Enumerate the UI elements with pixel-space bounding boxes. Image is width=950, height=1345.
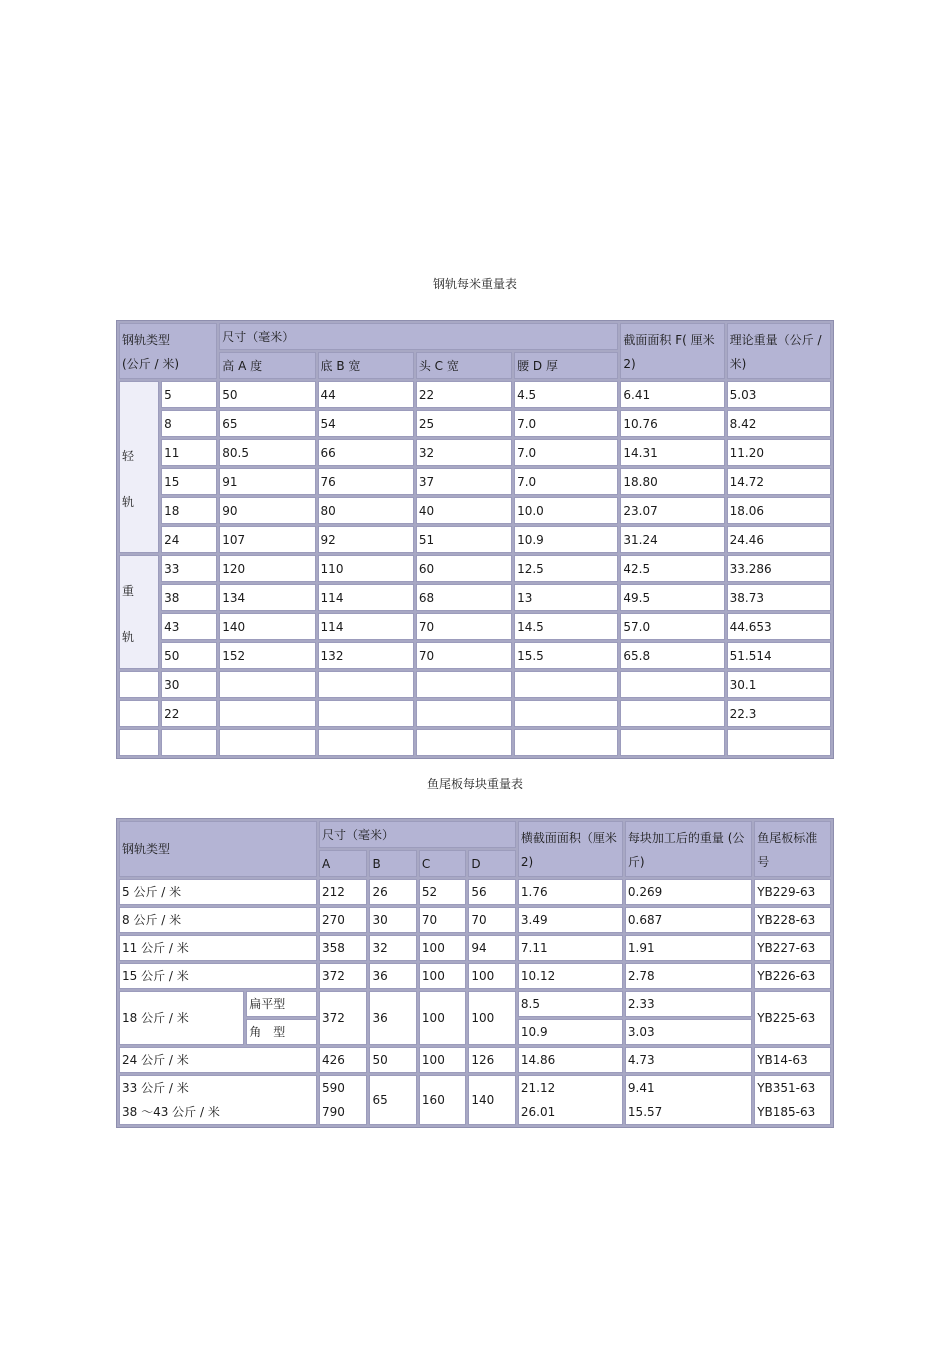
cell	[514, 729, 618, 756]
cell: 10.0	[514, 497, 618, 524]
cell: 扁平型	[246, 991, 317, 1017]
cell: YB229-63	[754, 879, 831, 905]
cell: 270	[319, 907, 367, 933]
cell: 100	[419, 935, 466, 961]
table-row	[119, 1075, 831, 1125]
cell: 15	[161, 468, 217, 495]
cell: 91	[219, 468, 315, 495]
cell: 7.0	[514, 468, 618, 495]
cell: 33	[161, 555, 217, 582]
cell: 33 公斤 / 米 38 ～43 公斤 / 米	[119, 1075, 317, 1125]
cell: 50	[369, 1047, 416, 1073]
table-row	[119, 642, 831, 669]
cell: 70	[468, 907, 515, 933]
cell: 372	[319, 991, 367, 1045]
cell: 100	[468, 963, 515, 989]
table-row	[119, 963, 831, 989]
cell	[416, 729, 512, 756]
cell: 8 公斤 / 米	[119, 907, 317, 933]
cell: 10.9	[518, 1019, 623, 1045]
cell: 66	[318, 439, 414, 466]
cell: 0.687	[625, 907, 752, 933]
cell: 11.20	[727, 439, 831, 466]
cell: 152	[219, 642, 315, 669]
cell: 6.41	[620, 381, 724, 408]
cell: 15.5	[514, 642, 618, 669]
header-weight: 理论重量（公斤 / 米)	[727, 323, 831, 379]
cell	[318, 671, 414, 698]
cell: 31.24	[620, 526, 724, 553]
cell: 51	[416, 526, 512, 553]
cell: 12.5	[514, 555, 618, 582]
cell: 51.514	[727, 642, 831, 669]
cell: 42.5	[620, 555, 724, 582]
table-row	[119, 439, 831, 466]
table-row	[119, 526, 831, 553]
cell	[416, 700, 512, 727]
cell: 4.5	[514, 381, 618, 408]
header-rail-type: 钢轨类型 (公斤 / 米)	[119, 323, 217, 379]
cell	[416, 671, 512, 698]
cell: YB14-63	[754, 1047, 831, 1073]
cell: 54	[318, 410, 414, 437]
header-area: 截面面积 F( 厘米 2)	[620, 323, 724, 379]
table-row	[119, 410, 831, 437]
cell: 212	[319, 879, 367, 905]
cell: 65.8	[620, 642, 724, 669]
cell	[318, 729, 414, 756]
table-row	[119, 613, 831, 640]
cell: 30	[369, 907, 416, 933]
cell: 5	[161, 381, 217, 408]
cell: 50	[219, 381, 315, 408]
cell: 76	[318, 468, 414, 495]
cell: 2.33	[625, 991, 752, 1017]
cell: 14.86	[518, 1047, 623, 1073]
cell: YB227-63	[754, 935, 831, 961]
cell	[620, 729, 724, 756]
table-row	[119, 1047, 831, 1073]
cell: 18 公斤 / 米	[119, 991, 244, 1045]
cell: 49.5	[620, 584, 724, 611]
cell	[318, 700, 414, 727]
cell: 40	[416, 497, 512, 524]
header-c: C	[419, 850, 466, 877]
cell: 5 公斤 / 米	[119, 879, 317, 905]
cell: YB225-63	[754, 991, 831, 1045]
cell: YB226-63	[754, 963, 831, 989]
rail-weight-table	[116, 320, 834, 759]
cell: 160	[419, 1075, 466, 1125]
header-size: 尺寸（毫米）	[219, 323, 618, 350]
cell: 14.5	[514, 613, 618, 640]
cell: 22	[416, 381, 512, 408]
cell	[727, 729, 831, 756]
cell: 11 公斤 / 米	[119, 935, 317, 961]
header-weight: 每块加工后的重量 (公斤)	[625, 821, 752, 877]
header-d: 腰 D 厚	[514, 352, 618, 379]
cell: 134	[219, 584, 315, 611]
cell: 7.0	[514, 439, 618, 466]
cell: 52	[419, 879, 466, 905]
cell: 18.80	[620, 468, 724, 495]
cell: 14.72	[727, 468, 831, 495]
cell: 8	[161, 410, 217, 437]
light-rail-label: 轻 轨	[119, 381, 159, 553]
cell	[514, 671, 618, 698]
cell: 44.653	[727, 613, 831, 640]
cell: 32	[416, 439, 512, 466]
cell: 92	[318, 526, 414, 553]
empty-cell	[119, 700, 159, 727]
empty-cell	[119, 729, 159, 756]
cell: 26	[369, 879, 416, 905]
cell: 65	[219, 410, 315, 437]
cell: 107	[219, 526, 315, 553]
cell: 70	[419, 907, 466, 933]
cell: 7.0	[514, 410, 618, 437]
cell: 0.269	[625, 879, 752, 905]
cell	[514, 700, 618, 727]
cell: 3.03	[625, 1019, 752, 1045]
cell: 18.06	[727, 497, 831, 524]
header-d: D	[468, 850, 515, 877]
cell: 100	[468, 991, 515, 1045]
heavy-rail-label: 重 轨	[119, 555, 159, 669]
cell: 60	[416, 555, 512, 582]
cell: 70	[416, 613, 512, 640]
table-row	[119, 584, 831, 611]
cell: 9.41 15.57	[625, 1075, 752, 1125]
header-a: 高 A 度	[219, 352, 315, 379]
rail-table-caption: 钢轨每米重量表	[432, 277, 517, 291]
cell	[219, 671, 315, 698]
cell: 8.5	[518, 991, 623, 1017]
cell: 50	[161, 642, 217, 669]
cell: 24	[161, 526, 217, 553]
cell: 372	[319, 963, 367, 989]
cell: 110	[318, 555, 414, 582]
cell: 114	[318, 613, 414, 640]
table-row	[119, 497, 831, 524]
cell: 56	[468, 879, 515, 905]
cell: 30	[161, 671, 217, 698]
cell: 100	[419, 1047, 466, 1073]
header-size: 尺寸（毫米）	[319, 821, 516, 848]
cell: YB228-63	[754, 907, 831, 933]
cell: 33.286	[727, 555, 831, 582]
cell	[620, 700, 724, 727]
fishplate-weight-table	[116, 818, 834, 1128]
table-row	[119, 907, 831, 933]
cell: 24 公斤 / 米	[119, 1047, 317, 1073]
plate-table-caption: 鱼尾板每块重量表	[426, 777, 523, 791]
cell: 38	[161, 584, 217, 611]
cell: 36	[369, 963, 416, 989]
table-row	[119, 700, 831, 727]
cell: 22.3	[727, 700, 831, 727]
table-row	[119, 729, 831, 756]
cell: 38.73	[727, 584, 831, 611]
cell: 426	[319, 1047, 367, 1073]
cell: 94	[468, 935, 515, 961]
cell: 140	[468, 1075, 515, 1125]
cell	[620, 671, 724, 698]
empty-cell	[119, 671, 159, 698]
cell: 21.12 26.01	[518, 1075, 623, 1125]
cell: 22	[161, 700, 217, 727]
cell: 10.9	[514, 526, 618, 553]
cell: 15 公斤 / 米	[119, 963, 317, 989]
cell: 57.0	[620, 613, 724, 640]
cell: 14.31	[620, 439, 724, 466]
cell: 1.91	[625, 935, 752, 961]
cell: 10.12	[518, 963, 623, 989]
cell: 7.11	[518, 935, 623, 961]
header-b: B	[369, 850, 416, 877]
cell: 25	[416, 410, 512, 437]
header-b: 底 B 宽	[318, 352, 414, 379]
cell: 2.78	[625, 963, 752, 989]
cell: 70	[416, 642, 512, 669]
cell: 80	[318, 497, 414, 524]
header-area: 横截面面积（厘米 2)	[518, 821, 623, 877]
cell: 140	[219, 613, 315, 640]
cell: 68	[416, 584, 512, 611]
cell: 44	[318, 381, 414, 408]
header-c: 头 C 宽	[416, 352, 512, 379]
cell: 120	[219, 555, 315, 582]
header-rail-type: 钢轨类型	[119, 821, 317, 877]
cell: 8.42	[727, 410, 831, 437]
table-row	[119, 468, 831, 495]
cell	[161, 729, 217, 756]
cell: YB351-63 YB185-63	[754, 1075, 831, 1125]
table-row	[119, 381, 831, 408]
cell: 24.46	[727, 526, 831, 553]
cell: 126	[468, 1047, 515, 1073]
cell	[219, 700, 315, 727]
cell: 13	[514, 584, 618, 611]
cell	[219, 729, 315, 756]
cell: 132	[318, 642, 414, 669]
table-row	[119, 555, 831, 582]
table-row	[119, 935, 831, 961]
cell: 3.49	[518, 907, 623, 933]
table-row	[119, 671, 831, 698]
cell: 37	[416, 468, 512, 495]
cell: 1.76	[518, 879, 623, 905]
cell: 4.73	[625, 1047, 752, 1073]
cell: 90	[219, 497, 315, 524]
cell: 114	[318, 584, 414, 611]
cell: 43	[161, 613, 217, 640]
cell: 36	[369, 991, 416, 1045]
cell: 100	[419, 991, 466, 1045]
cell: 358	[319, 935, 367, 961]
cell: 32	[369, 935, 416, 961]
cell: 80.5	[219, 439, 315, 466]
cell: 18	[161, 497, 217, 524]
cell: 角 型	[246, 1019, 317, 1045]
cell: 11	[161, 439, 217, 466]
cell: 100	[419, 963, 466, 989]
table-row	[119, 991, 831, 1017]
cell: 590 790	[319, 1075, 367, 1125]
cell: 5.03	[727, 381, 831, 408]
cell: 30.1	[727, 671, 831, 698]
cell: 23.07	[620, 497, 724, 524]
cell: 65	[369, 1075, 416, 1125]
header-a: A	[319, 850, 367, 877]
table-row	[119, 879, 831, 905]
cell: 10.76	[620, 410, 724, 437]
header-standard: 鱼尾板标准号	[754, 821, 831, 877]
